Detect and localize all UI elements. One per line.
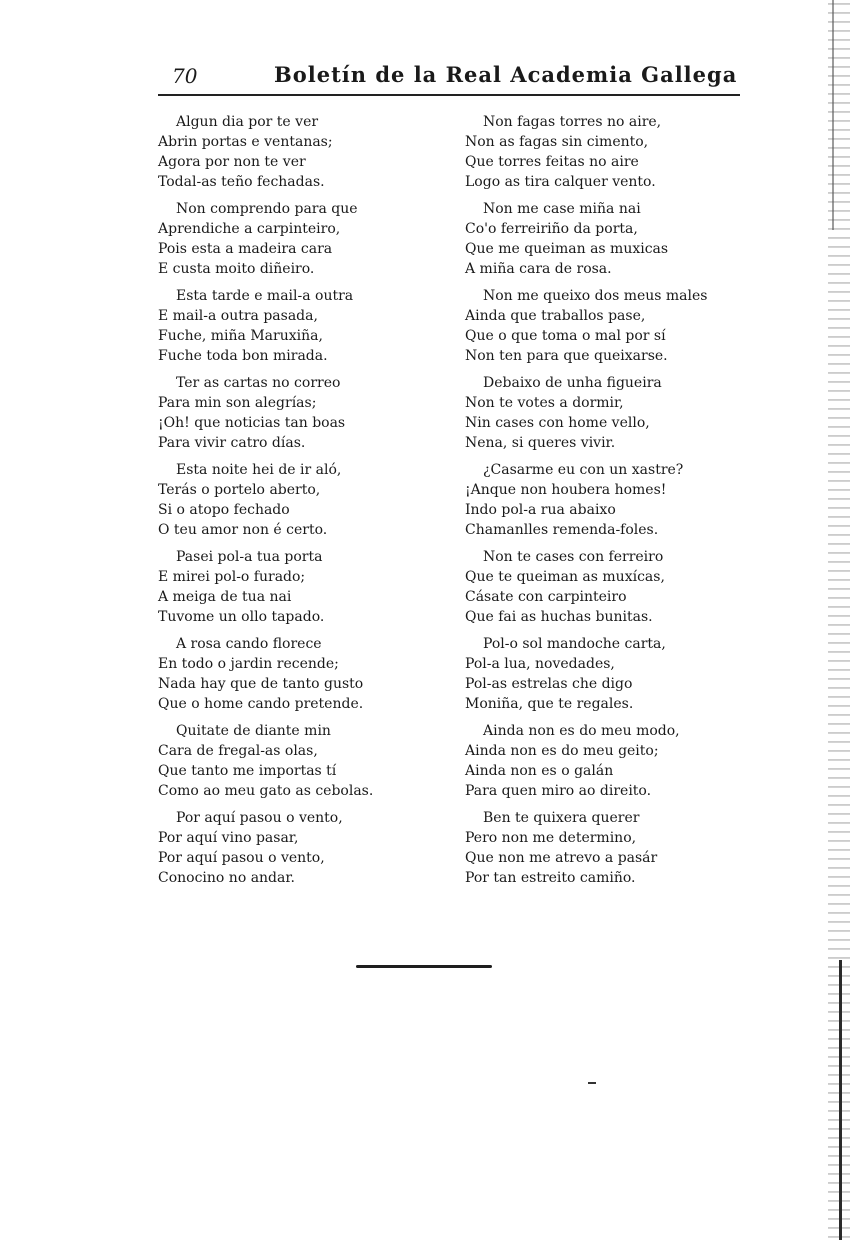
verse-line: Pois esta a madeira cara <box>158 241 333 257</box>
verse-line: Que non me atrevo a pasár <box>465 850 658 866</box>
verse-line: Ainda non es o galán <box>465 763 614 779</box>
verse-line: A meiga de tua nai <box>158 589 292 605</box>
verse-line: En todo o jardin recende; <box>158 656 339 672</box>
verse-line: Por tan estreito camiño. <box>465 870 636 886</box>
verse-line: Non comprendo para que <box>176 201 358 217</box>
poem-column-right <box>465 112 765 895</box>
verse-line: Non te votes a dormir, <box>465 395 624 411</box>
verse-line: Aprendiche a carpinteiro, <box>158 221 341 237</box>
verse-line: Esta noite hei de ir aló, <box>176 462 342 478</box>
stanza <box>465 634 765 714</box>
verse-line: O teu amor non é certo. <box>158 522 328 538</box>
verse-line: Algun dia por te ver <box>176 114 319 130</box>
verse-line: Non te cases con ferreiro <box>483 549 664 565</box>
verse-line: Conocino no andar. <box>158 870 295 886</box>
verse-line: Pol-o sol mandoche carta, <box>483 636 666 652</box>
verse-line: A rosa cando florece <box>176 636 322 652</box>
stanza <box>158 112 458 192</box>
stanza <box>465 112 765 192</box>
verse-line: Non me queixo dos meus males <box>483 288 708 304</box>
verse-line: Que te queiman as muxícas, <box>465 569 665 585</box>
verse-line: Que fai as huchas bunitas. <box>465 609 653 625</box>
verse-line: Ainda que traballos pase, <box>465 308 646 324</box>
stanza <box>158 373 458 453</box>
verse-line: Pol-a lua, novedades, <box>465 656 615 672</box>
verse-line: Que me queiman as muxicas <box>465 241 669 257</box>
poem-column-left <box>158 112 458 895</box>
stanza <box>158 286 458 366</box>
verse-line: Debaixo de unha figueira <box>483 375 662 391</box>
stanza <box>465 286 765 366</box>
running-title: Boletín de la Real Academia Gallega <box>274 62 738 87</box>
page-number: 70 <box>172 64 198 88</box>
verse-line: Nin cases con home vello, <box>465 415 650 431</box>
verse-line: Por aquí vino pasar, <box>158 830 299 846</box>
verse-line: Cara de fregal-as olas, <box>158 743 318 759</box>
page-edge-mark <box>832 0 834 230</box>
verse-line: Ben te quixera querer <box>483 810 640 826</box>
verse-line: Que o que toma o mal por sí <box>465 328 666 344</box>
verse-line: Nada hay que de tanto gusto <box>158 676 364 692</box>
verse-line: Por aquí pasou o vento, <box>158 850 325 866</box>
verse-line: Que torres feitas no aire <box>465 154 639 170</box>
verse-line: Para vivir catro días. <box>158 435 306 451</box>
stanza <box>465 373 765 453</box>
verse-line: Moniña, que te regales. <box>465 696 634 712</box>
verse-line: Ainda non es do meu modo, <box>483 723 680 739</box>
verse-line: Como ao meu gato as cebolas. <box>158 783 374 799</box>
stanza <box>465 460 765 540</box>
verse-line: Pol-as estrelas che digo <box>465 676 633 692</box>
verse-line: Terás o portelo aberto, <box>158 482 321 498</box>
verse-line: Nena, si queres vivir. <box>465 435 616 451</box>
stanza <box>465 808 765 888</box>
verse-line: Fuche toda bon mirada. <box>158 348 328 364</box>
verse-line: E mail-a outra pasada, <box>158 308 318 324</box>
verse-line: Si o atopo fechado <box>158 502 290 518</box>
verse-line: Quitate de diante min <box>176 723 331 739</box>
page-edge-mark <box>839 960 842 1240</box>
verse-line: Ainda non es do meu geito; <box>465 743 659 759</box>
verse-line: Por aquí pasou o vento, <box>176 810 343 826</box>
running-header <box>158 58 740 96</box>
verse-line: A miña cara de rosa. <box>465 261 612 277</box>
stanza <box>158 460 458 540</box>
verse-line: Cásate con carpinteiro <box>465 589 627 605</box>
verse-line: E custa moito diñeiro. <box>158 261 315 277</box>
verse-line: E mirei pol-o furado; <box>158 569 306 585</box>
stanza <box>465 721 765 801</box>
verse-line: Chamanlles remenda-foles. <box>465 522 659 538</box>
stanza <box>158 634 458 714</box>
stanza <box>158 547 458 627</box>
verse-line: Non as fagas sin cimento, <box>465 134 649 150</box>
verse-line: Pero non me determino, <box>465 830 637 846</box>
verse-line: Non ten para que queixarse. <box>465 348 668 364</box>
section-end-rule <box>356 965 492 968</box>
verse-line: Indo pol-a rua abaixo <box>465 502 616 518</box>
verse-line: ¿Casarme eu con un xastre? <box>483 462 684 478</box>
ink-speck <box>588 1082 596 1084</box>
stanza <box>465 547 765 627</box>
verse-line: Pasei pol-a tua porta <box>176 549 323 565</box>
verse-line: Tuvome un ollo tapado. <box>158 609 325 625</box>
stanza <box>158 721 458 801</box>
verse-line: Fuche, miña Maruxiña, <box>158 328 323 344</box>
verse-line: Todal-as teño fechadas. <box>158 174 325 190</box>
verse-line: Non me case miña nai <box>483 201 641 217</box>
stanza <box>158 199 458 279</box>
stanza <box>158 808 458 888</box>
verse-line: Logo as tira calquer vento. <box>465 174 656 190</box>
verse-line: Agora por non te ver <box>158 154 306 170</box>
verse-line: Non fagas torres no aire, <box>483 114 662 130</box>
verse-line: Co'o ferreiriño da porta, <box>465 221 638 237</box>
verse-line: ¡Anque non houbera homes! <box>465 482 667 498</box>
verse-line: Esta tarde e mail-a outra <box>176 288 354 304</box>
verse-line: Que tanto me importas tí <box>158 763 337 779</box>
verse-line: Ter as cartas no correo <box>176 375 341 391</box>
stanza <box>465 199 765 279</box>
verse-line: Para min son alegrías; <box>158 395 317 411</box>
verse-line: Abrin portas e ventanas; <box>158 134 333 150</box>
verse-line: ¡Oh! que noticias tan boas <box>158 415 346 431</box>
verse-line: Para quen miro ao direito. <box>465 783 652 799</box>
verse-line: Que o home cando pretende. <box>158 696 364 712</box>
